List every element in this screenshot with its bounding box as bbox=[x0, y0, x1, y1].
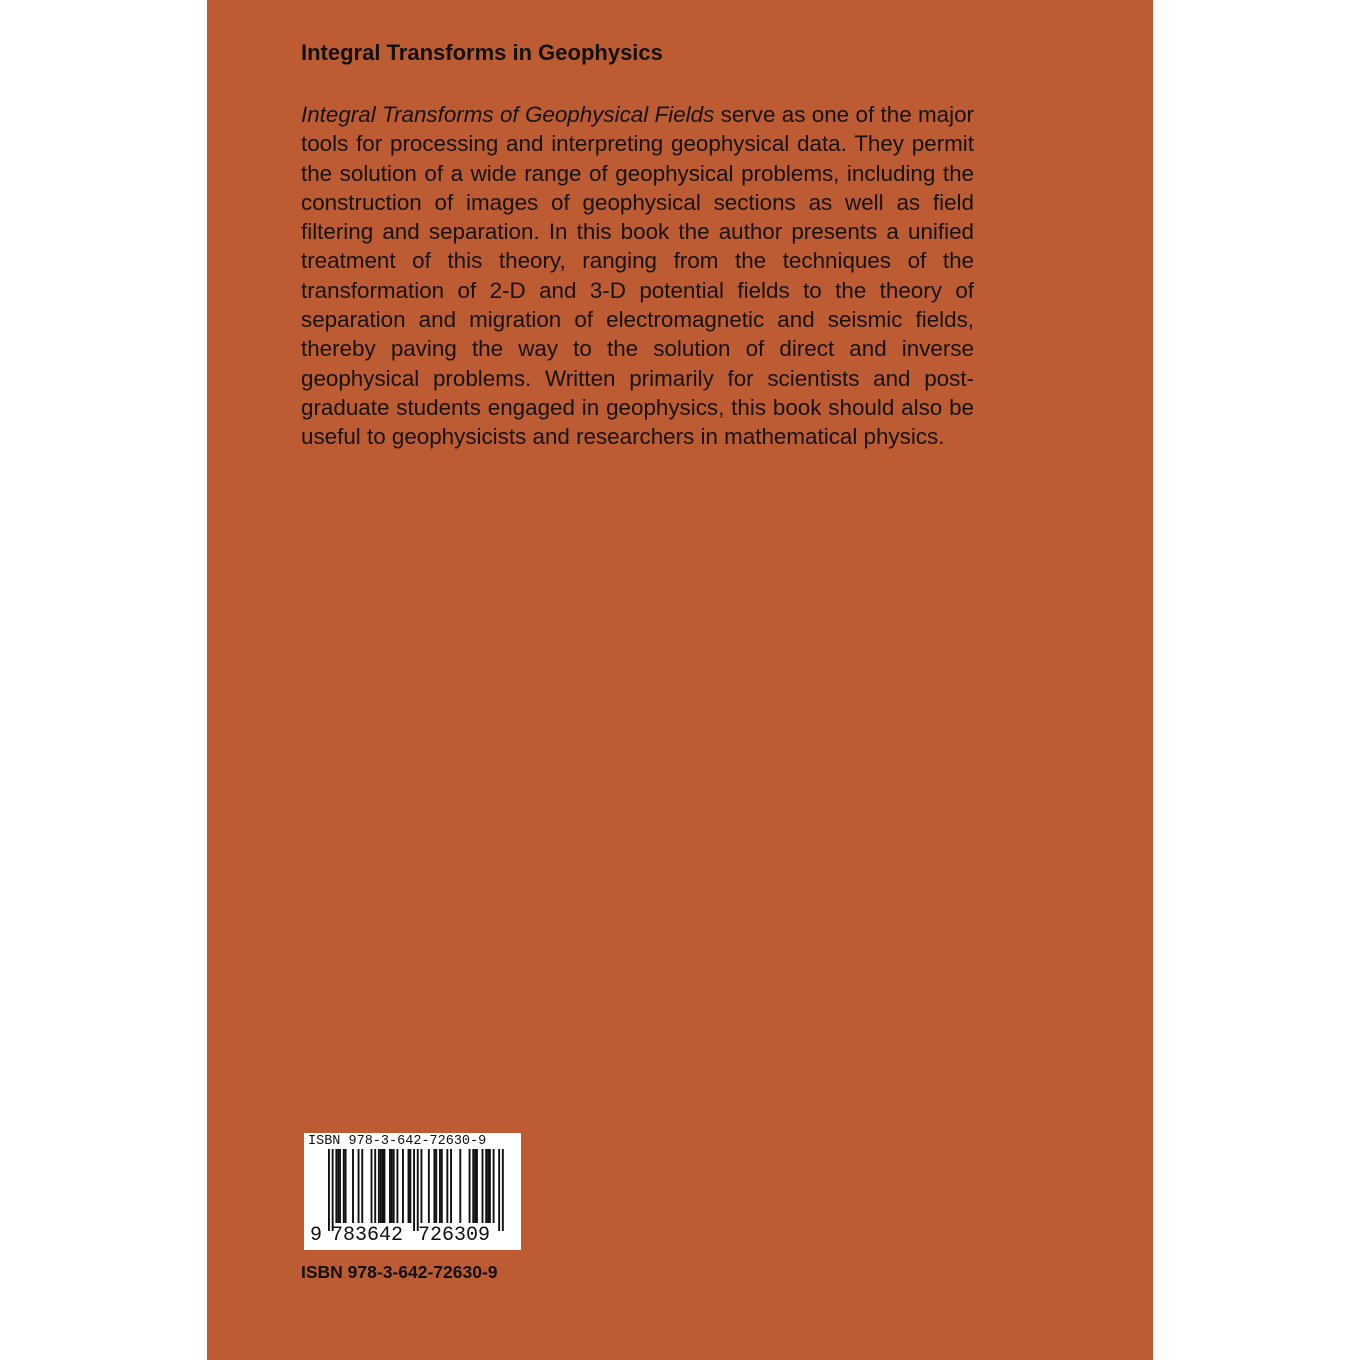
barcode-guard-bar bbox=[498, 1149, 500, 1231]
barcode-bar bbox=[343, 1149, 345, 1223]
barcode bbox=[304, 1133, 521, 1250]
barcode-bar bbox=[389, 1149, 391, 1223]
barcode-guard-bar bbox=[502, 1149, 504, 1231]
barcode-bar bbox=[380, 1149, 382, 1223]
barcode-bar bbox=[433, 1149, 435, 1223]
barcode-bar bbox=[493, 1149, 495, 1223]
book-description bbox=[301, 100, 974, 452]
barcode-guard-bar bbox=[332, 1149, 334, 1231]
barcode-bar bbox=[374, 1149, 376, 1223]
barcode-bar bbox=[345, 1149, 347, 1223]
barcode-bar bbox=[337, 1149, 339, 1223]
book-back-cover bbox=[207, 0, 1153, 1360]
barcode-bar bbox=[339, 1149, 341, 1223]
barcode-bar bbox=[358, 1149, 360, 1223]
barcode-bar bbox=[441, 1149, 443, 1223]
barcode-guard-bar bbox=[413, 1149, 415, 1231]
barcode-guard-bar bbox=[417, 1149, 419, 1231]
barcode-bar bbox=[391, 1149, 393, 1223]
barcode-digits bbox=[304, 1224, 521, 1248]
barcode-bar bbox=[435, 1149, 437, 1223]
barcode-bar bbox=[450, 1149, 452, 1223]
barcode-bar bbox=[469, 1149, 471, 1223]
barcode-bar bbox=[361, 1149, 363, 1223]
barcode-left-digits: 783642 bbox=[331, 1224, 404, 1247]
barcode-first-digit: 9 bbox=[310, 1224, 323, 1247]
barcode-bar bbox=[382, 1149, 384, 1223]
barcode-bar bbox=[439, 1149, 441, 1223]
barcode-bar bbox=[352, 1149, 354, 1223]
barcode-bar bbox=[476, 1149, 478, 1223]
barcode-isbn-label: ISBN 978-3-642-72630-9 bbox=[308, 1134, 487, 1149]
barcode-bar bbox=[487, 1149, 489, 1223]
isbn-number: ISBN 978-3-642-72630-9 bbox=[301, 1262, 498, 1282]
barcode-bars bbox=[304, 1149, 521, 1231]
barcode-bar bbox=[428, 1149, 430, 1223]
barcode-right-digits: 726309 bbox=[418, 1224, 491, 1247]
barcode-bar bbox=[482, 1149, 484, 1223]
barcode-bar bbox=[485, 1149, 487, 1223]
barcode-bar bbox=[335, 1149, 337, 1223]
barcode-bar bbox=[378, 1149, 380, 1223]
barcode-bar bbox=[409, 1149, 411, 1223]
barcode-bar bbox=[393, 1149, 395, 1223]
barcode-bar bbox=[459, 1149, 461, 1223]
barcode-bar bbox=[408, 1149, 410, 1223]
description-italic-title: Integral Transforms of Geophysical Fields bbox=[301, 102, 715, 127]
description-text: serve as one of the major tools for processing and interpreting geophysical data. They permit the solution of a wide range of geophysical problems, including the construction of images of geophysical sections as well as field filtering and separation. In this book the author presents a unified treatment of this theory, ranging from the techniques of the transformation of 2-D and 3-D potential fields to the theory of separation and migration of electromagnetic and seismic fields, thereby paving the way to the solution of direct and inverse geophysical problems. Written primarily for scientists and post-graduate students engaged in geophysics, this book should also be useful to geophysicists and researchers in mathematical physics. bbox=[301, 102, 975, 450]
book-title: Integral Transforms in Geophysics bbox=[301, 40, 663, 65]
barcode-bar bbox=[421, 1149, 423, 1223]
barcode-bar bbox=[402, 1149, 404, 1223]
barcode-guard-bar bbox=[328, 1149, 330, 1231]
barcode-bar bbox=[472, 1149, 474, 1223]
barcode-bar bbox=[396, 1149, 398, 1223]
barcode-bar bbox=[384, 1149, 386, 1223]
barcode-bar bbox=[489, 1149, 491, 1223]
barcode-bar bbox=[371, 1149, 373, 1223]
barcode-bar bbox=[446, 1149, 448, 1223]
barcode-bar bbox=[474, 1149, 476, 1223]
